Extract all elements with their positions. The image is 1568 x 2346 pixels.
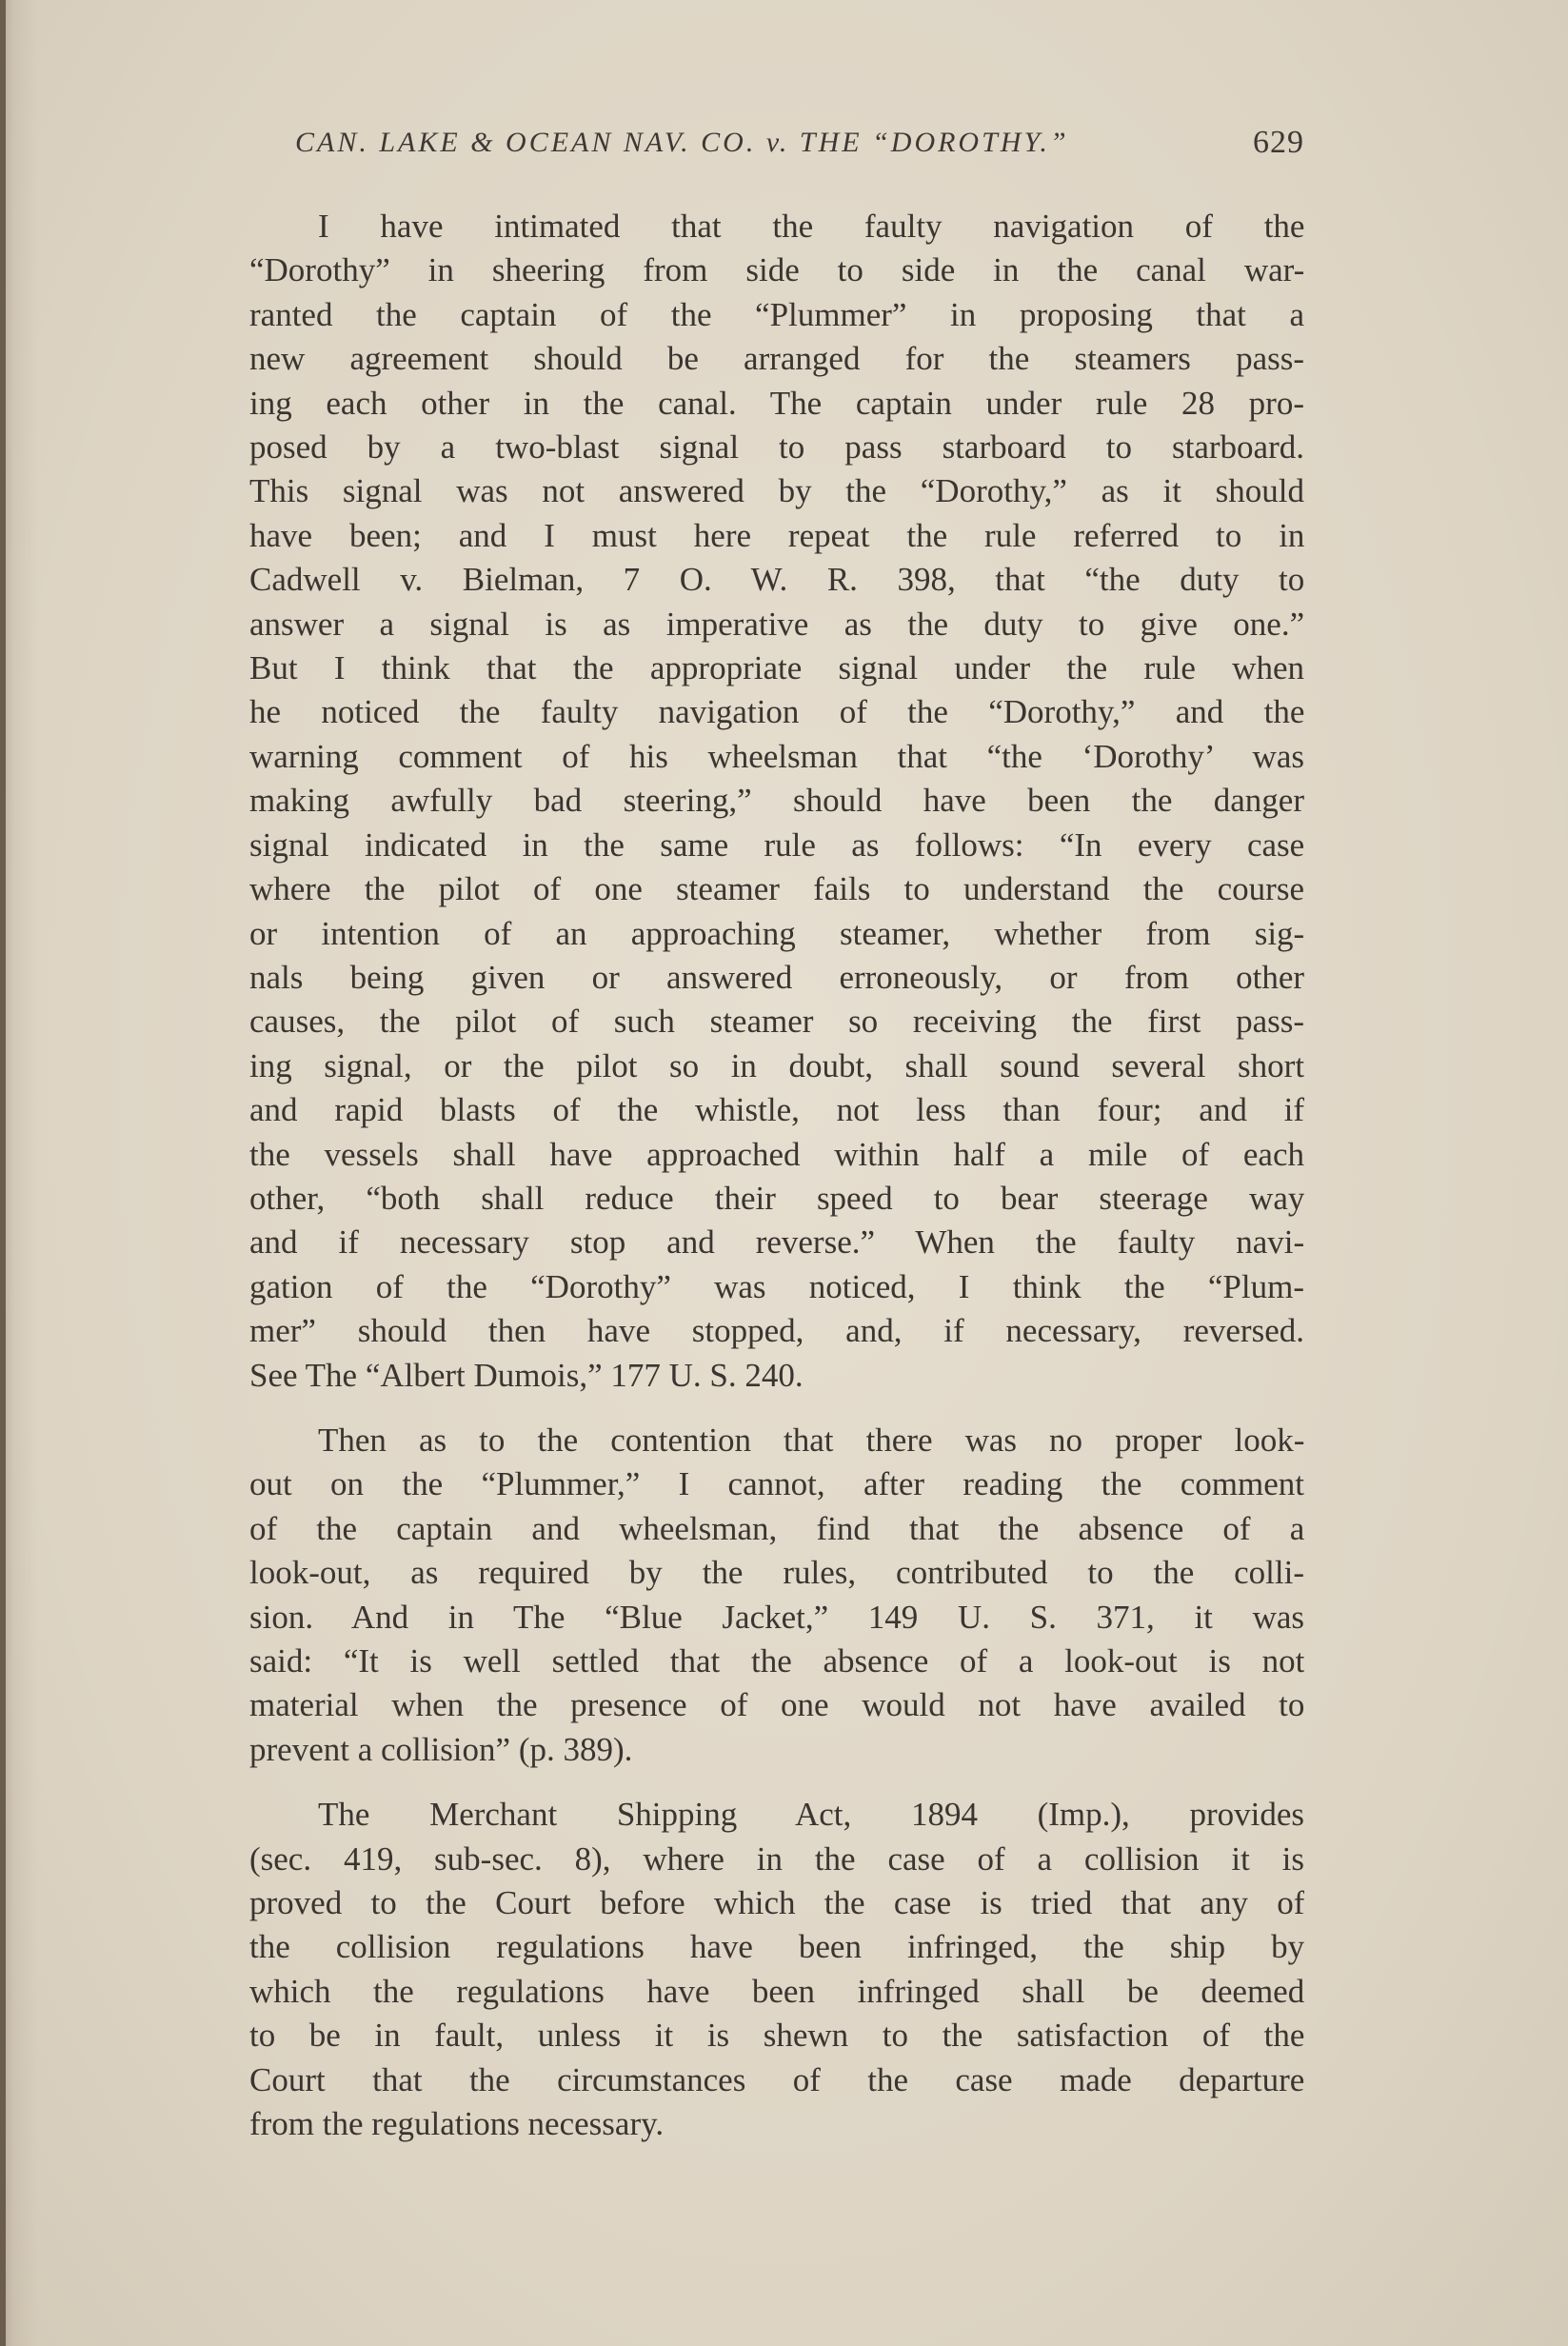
text-line: signal indicated in the same rule as follows: “In every case: [249, 825, 1304, 864]
text-line: warning comment of his wheelsman that “the ‘Dorothy’ was: [249, 737, 1304, 775]
text-line: he noticed the faulty navigation of the “Dorothy,” and the: [249, 693, 1304, 731]
text-line: Cadwell v. Bielman, 7 O. W. R. 398, that “the duty to: [249, 561, 1304, 599]
text-line: prevent a collision” (p. 389).: [249, 1730, 633, 1768]
text-line: See The “Albert Dumois,” 177 U. S. 240.: [249, 1356, 804, 1394]
text-line: said: “It is well settled that the absence of a look-out is not: [249, 1642, 1304, 1680]
text-line: I have intimated that the faulty navigation of the: [318, 208, 1304, 245]
text-line: of the captain and wheelsman, find that the absence of a: [249, 1509, 1304, 1547]
text-line: But I think that the appropriate signal under the rule when: [249, 649, 1304, 687]
text-line: from the regulations necessary.: [249, 2105, 665, 2143]
text-line: ing signal, or the pilot so in doubt, shall sound several short: [249, 1046, 1304, 1084]
book-spine-edge: [0, 0, 6, 2346]
text-line: out on the “Plummer,” I cannot, after reading the comment: [249, 1465, 1304, 1503]
text-line: ing each other in the canal. The captain under rule 28 pro-: [249, 384, 1304, 422]
text-line: This signal was not answered by the “Dorothy,” as it should: [249, 472, 1304, 510]
paragraph-look-out: [249, 1419, 1304, 1772]
text-line: new agreement should be arranged for the steamers pass-: [249, 340, 1304, 378]
text-line: material when the presence of one would not have availed to: [249, 1686, 1304, 1724]
text-line: answer a signal is as imperative as the duty to give one.”: [249, 605, 1304, 643]
text-line: proved to the Court before which the case is tried that any of: [249, 1884, 1304, 1922]
text-line: Court that the circumstances of the case made departure: [249, 2060, 1304, 2098]
text-line: where the pilot of one steamer fails to understand the course: [249, 870, 1304, 908]
text-line: sion. And in The “Blue Jacket,” 149 U. S. 371, it was: [249, 1598, 1304, 1636]
text-line: posed by a two-blast signal to pass starboard to starboard.: [249, 428, 1304, 467]
text-line: other, “both shall reduce their speed to bear steerage way: [249, 1179, 1304, 1217]
page-header: [295, 119, 1304, 167]
body-text: [249, 205, 1304, 2146]
text-line: mer” should then have stopped, and, if necessary, reversed.: [249, 1312, 1304, 1350]
text-line: making awfully bad steering,” should have been the danger: [249, 782, 1304, 820]
text-line: The Merchant Shipping Act, 1894 (Imp.), provides: [318, 1796, 1304, 1834]
text-line: the collision regulations have been infringed, the ship by: [249, 1928, 1304, 1966]
text-line: nals being given or answered erroneously, or from other: [249, 958, 1304, 996]
page-number: 629: [1253, 125, 1304, 160]
text-line: the vessels shall have approached within half a mile of each: [249, 1135, 1304, 1173]
text-line: have been; and I must here repeat the rule referred to in: [249, 516, 1304, 554]
text-line: ranted the captain of the “Plummer” in proposing that a: [249, 295, 1304, 333]
text-line: causes, the pilot of such steamer so receiving the first pass-: [249, 1003, 1304, 1041]
text-line: (sec. 419, sub-sec. 8), where in the case of a collision it is: [249, 1839, 1304, 1878]
text-line: Then as to the contention that there was no proper look-: [318, 1421, 1304, 1459]
text-line: to be in fault, unless it is shewn to the satisfaction of the: [249, 2017, 1304, 2055]
running-title: CAN. LAKE & OCEAN NAV. CO. v. THE “DOROTHY.”: [295, 127, 1069, 158]
text-line: and rapid blasts of the whistle, not less than four; and if: [249, 1091, 1304, 1129]
paragraph-signals: [249, 205, 1304, 1398]
text-line: which the regulations have been infringed shall be deemed: [249, 1972, 1304, 2010]
paragraph-merchant-shipping-act: [249, 1793, 1304, 2146]
text-line: gation of the “Dorothy” was noticed, I think the “Plum-: [249, 1267, 1304, 1305]
text-line: look-out, as required by the rules, contributed to the colli-: [249, 1554, 1304, 1592]
text-line: and if necessary stop and reverse.” When the faulty navi-: [249, 1223, 1304, 1262]
text-line: “Dorothy” in sheering from side to side in the canal war-: [249, 251, 1304, 289]
text-line: or intention of an approaching steamer, whether from sig-: [249, 914, 1304, 952]
